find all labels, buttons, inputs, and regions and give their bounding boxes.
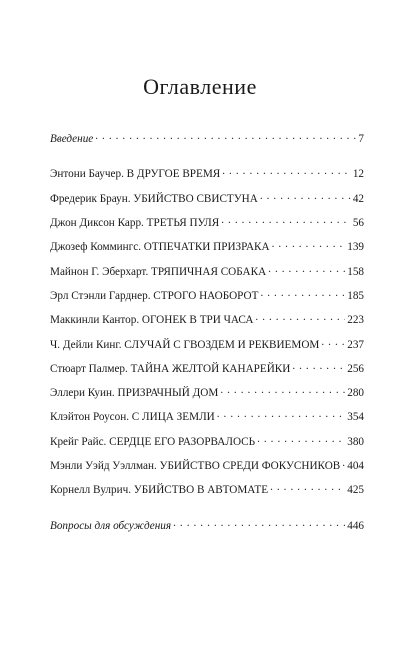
toc-leader-dots xyxy=(222,166,351,177)
toc-entry-page: 42 xyxy=(352,192,364,205)
toc-entry-page: 256 xyxy=(347,362,364,375)
toc-entry[interactable] xyxy=(50,361,364,385)
toc-leader-dots xyxy=(260,191,351,202)
toc-leader-dots xyxy=(260,288,345,299)
toc-entry-page: 354 xyxy=(347,411,364,424)
toc-entry-page: 12 xyxy=(352,168,364,181)
toc-entry[interactable] xyxy=(50,166,364,190)
toc-entry-label: Клэйтон Роусон. С ЛИЦА ЗЕМЛИ xyxy=(50,411,215,424)
toc-entry-label: Эллери Куин. ПРИЗРАЧНЫЙ ДОМ xyxy=(50,387,219,400)
toc-entry-page: 280 xyxy=(347,387,364,400)
toc-leader-dots xyxy=(292,361,345,372)
toc-leader-dots xyxy=(257,434,345,445)
toc-leader-dots xyxy=(95,131,356,142)
toc-entry-label: Крейг Райс. СЕРДЦЕ ЕГО РАЗОРВАЛОСЬ xyxy=(50,435,256,448)
toc-leader-dots xyxy=(221,215,351,226)
toc-leader-dots xyxy=(217,409,345,420)
table-of-contents xyxy=(50,131,364,542)
page-title: Оглавление xyxy=(143,74,257,99)
toc-entry-label: Введение xyxy=(50,133,94,146)
toc-entry-page: 425 xyxy=(347,484,364,497)
toc-entry-page: 7 xyxy=(358,133,364,146)
toc-entry[interactable] xyxy=(50,131,364,155)
toc-entry[interactable] xyxy=(50,409,364,433)
toc-entry[interactable] xyxy=(50,434,364,458)
toc-entry[interactable] xyxy=(50,482,364,506)
toc-leader-dots xyxy=(255,312,345,323)
toc-entry-label: Майнон Г. Эберхарт. ТРЯПИЧНАЯ СОБАКА xyxy=(50,265,267,278)
toc-entry[interactable] xyxy=(50,336,364,360)
toc-entry-label: Стюарт Палмер. ТАЙНА ЖЕЛТОЙ КАНАРЕЙКИ xyxy=(50,362,291,375)
toc-entry-label: Джозеф Коммингс. ОТПЕЧАТКИ ПРИЗРАКА xyxy=(50,241,270,254)
toc-entry[interactable] xyxy=(50,458,364,482)
toc-leader-dots xyxy=(342,458,345,469)
toc-leader-dots xyxy=(321,336,345,347)
toc-entry-label: Вопросы для обсуждения xyxy=(50,519,172,532)
toc-entry-page: 446 xyxy=(347,519,364,532)
toc-entry-page: 158 xyxy=(347,265,364,278)
toc-entry-page: 56 xyxy=(352,217,364,230)
toc-entry-page: 185 xyxy=(347,289,364,302)
toc-entry-label: Мэнли Уэйд Уэллман. УБИЙСТВО СРЕДИ ФОКУСНИКОВ xyxy=(50,460,341,473)
toc-entry-label: Эрл Стэнли Гарднер. СТРОГО НАОБОРОТ xyxy=(50,289,259,302)
toc-entry[interactable] xyxy=(50,239,364,263)
toc-entry[interactable] xyxy=(50,312,364,336)
toc-leader-dots xyxy=(173,517,345,528)
toc-entry[interactable] xyxy=(50,385,364,409)
toc-entry-page: 237 xyxy=(347,338,364,351)
toc-entry[interactable] xyxy=(50,215,364,239)
toc-leader-dots xyxy=(272,239,346,250)
toc-entry-page: 223 xyxy=(347,314,364,327)
toc-entry[interactable] xyxy=(50,191,364,215)
toc-entry[interactable] xyxy=(50,288,364,312)
toc-entry-page: 404 xyxy=(347,460,364,473)
toc-entry-label: Джон Диксон Карр. ТРЕТЬЯ ПУЛЯ xyxy=(50,217,220,230)
toc-entry-label: Корнелл Вулрич. УБИЙСТВО В АВТОМАТЕ xyxy=(50,484,269,497)
toc-entry[interactable] xyxy=(50,263,364,287)
toc-entry-label: Маккинли Кантор. ОГОНЕК В ТРИ ЧАСА xyxy=(50,314,254,327)
toc-entry-label: Фредерик Браун. УБИЙСТВО СВИСТУНА xyxy=(50,192,258,205)
toc-leader-dots xyxy=(268,263,345,274)
toc-entry-page: 139 xyxy=(347,241,364,254)
toc-leader-dots xyxy=(220,385,345,396)
toc-entry[interactable] xyxy=(50,517,364,541)
toc-entry-label: Ч. Дейли Кинг. СЛУЧАЙ С ГВОЗДЕМ И РЕКВИЕМОМ xyxy=(50,338,320,351)
toc-leader-dots xyxy=(270,482,345,493)
toc-entry-label: Энтони Баучер. В ДРУГОЕ ВРЕМЯ xyxy=(50,168,221,181)
toc-entry-page: 380 xyxy=(347,435,364,448)
